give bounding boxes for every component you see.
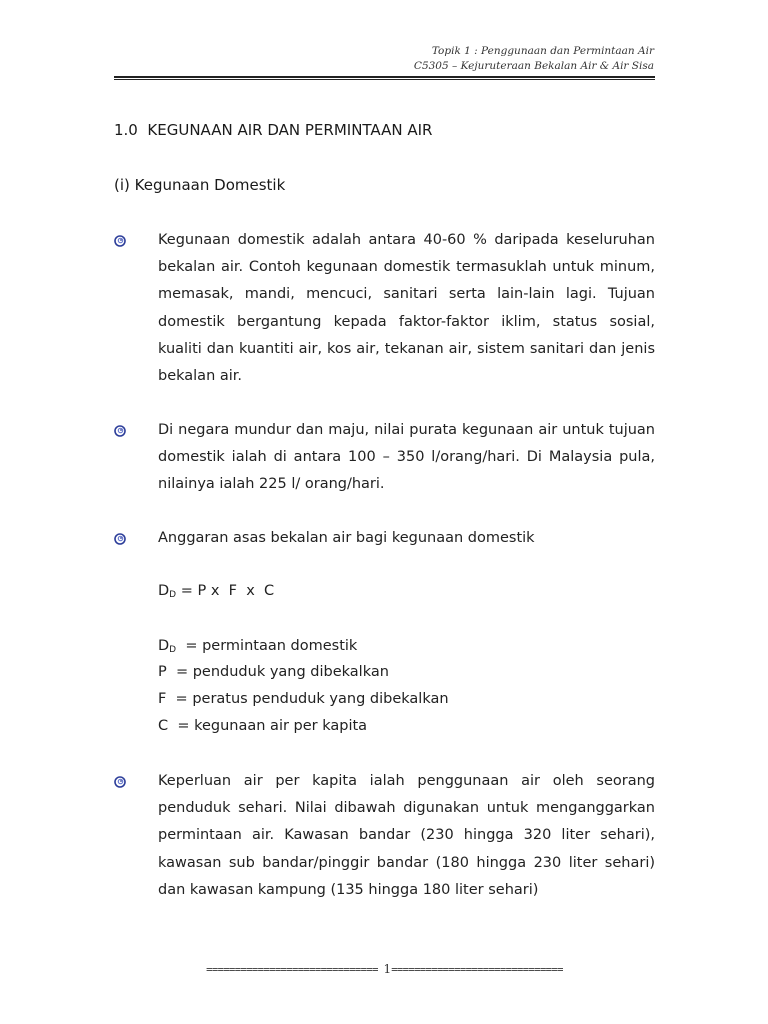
definition-f: F = peratus penduduk yang dibekalkan (158, 691, 449, 707)
page-number: 1 (383, 962, 392, 976)
header-rule (114, 76, 655, 80)
spiral-bullet-icon (114, 425, 126, 437)
definition-dd-text: = permintaan domestik (176, 638, 358, 654)
formula-rhs: = P x F x C (176, 583, 275, 599)
subsection-title: (i) Kegunaan Domestik (114, 176, 286, 194)
spiral-bullet-icon (114, 235, 126, 247)
section-number: 1.0 (114, 121, 138, 139)
footer-rule-left: ============================== (206, 964, 378, 976)
definition-p: P = penduduk yang dibekalkan (158, 664, 389, 680)
bullet-paragraph-average-use: Di negara mundur dan maju, nilai purata kegunaan air untuk tujuan domestik ialah di antara 100 – 350 l/orang/hari. Di Malaysia pula, nilainya ialah 225 l/ orang/hari. (158, 422, 655, 493)
bullet-paragraph-estimate: Anggaran asas bekalan air bagi kegunaan domestik (158, 530, 535, 546)
definition-dd-subscript: D (169, 645, 177, 655)
bullet-paragraph-domestic-use: Kegunaan domestik adalah antara 40-60 % daripada keseluruhan bekalan air. Contoh kegunaan domestik termasuklah untuk minum, memasak, mandi, mencuci, sanitari serta lain-lain lagi. Tujuan domestik bergantung kepada faktor-faktor iklim, status sosial, kualiti dan kuantiti air, kos air, tekanan air, sistem sanitari dan jenis bekalan air. (158, 232, 655, 385)
definition-c: C = kegunaan air per kapita (158, 718, 368, 734)
definition-dd (158, 638, 357, 655)
formula (158, 583, 274, 600)
footer-rule-right: ============================== (391, 964, 563, 976)
header-topic: Topik 1 : Penggunaan dan Permintaan Air (431, 45, 654, 57)
spiral-bullet-icon (114, 776, 126, 788)
spiral-bullet-icon (114, 533, 126, 545)
definition-dd-symbol: D (158, 638, 170, 654)
section-heading: KEGUNAAN AIR DAN PERMINTAAN AIR (147, 121, 433, 139)
section-title (114, 121, 432, 139)
page-header (114, 44, 654, 74)
page-footer (114, 962, 655, 976)
formula-lhs: D (158, 583, 170, 599)
header-course: C5305 – Kejuruteraan Bekalan Air & Air Sisa (413, 60, 654, 72)
formula-lhs-subscript: D (169, 590, 177, 600)
bullet-paragraph-per-capita: Keperluan air per kapita ialah penggunaan air oleh seorang penduduk sehari. Nilai dibawah digunakan untuk menganggarkan permintaan air. Kawasan bandar (230 hingga 320 liter sehari), kawasan sub bandar/pinggir bandar (180 hingga 230 liter sehari) dan kawasan kampung (135 hingga 180 liter sehari) (158, 773, 655, 898)
